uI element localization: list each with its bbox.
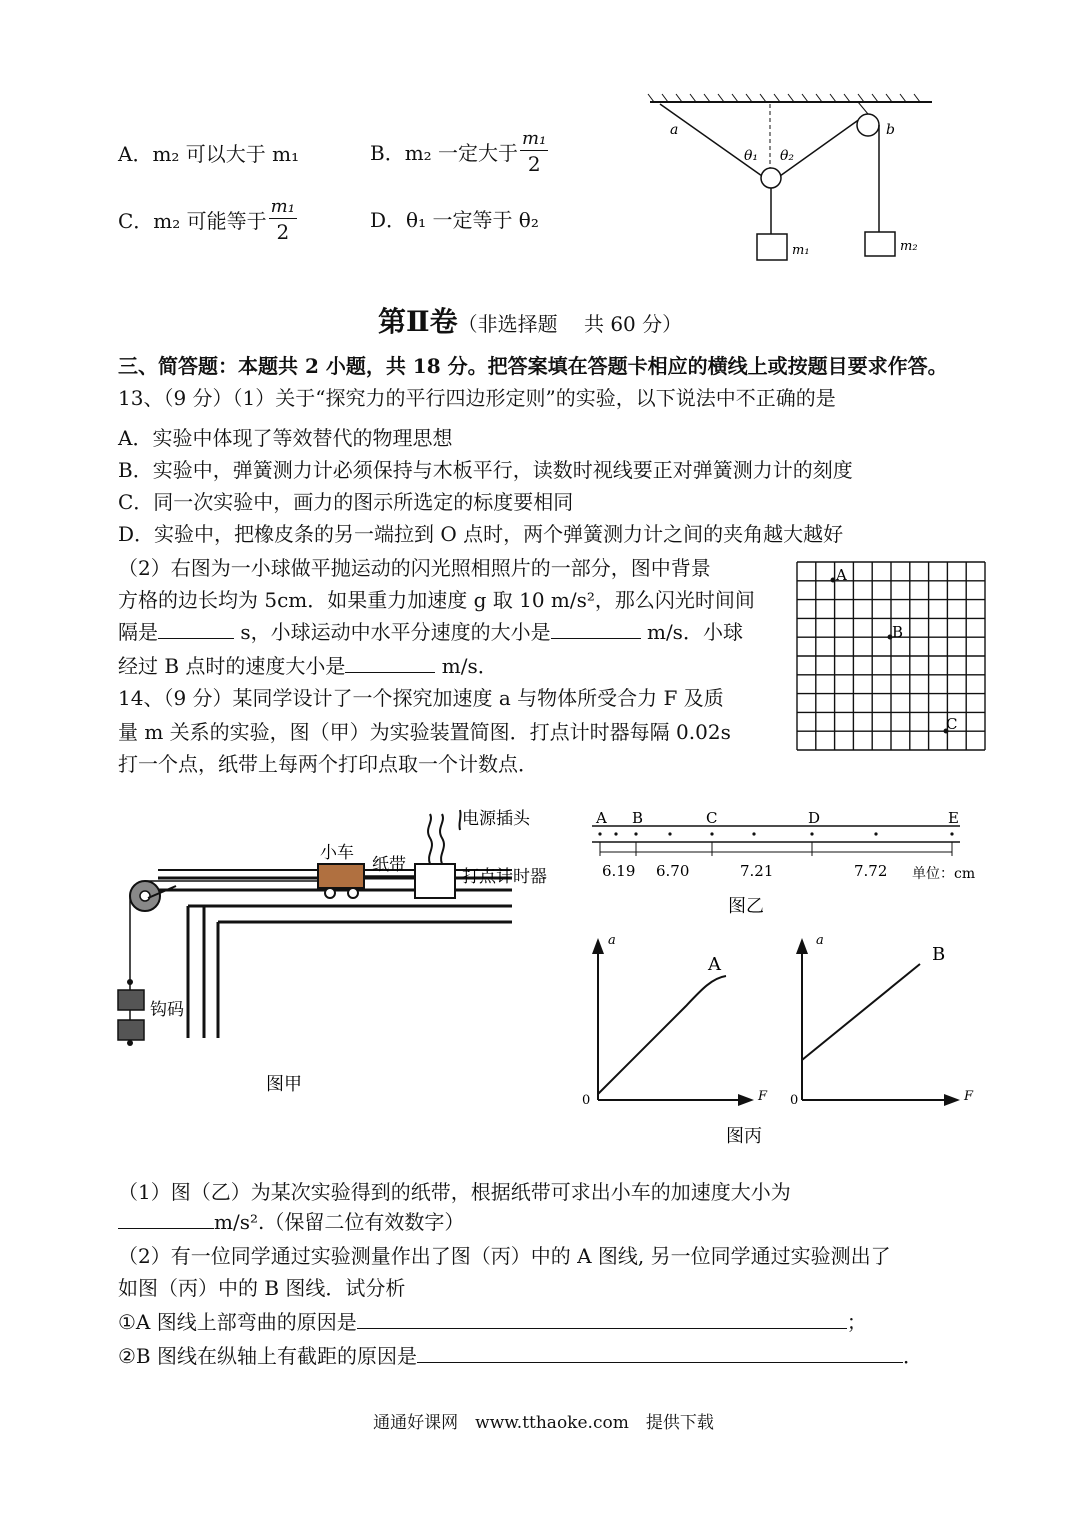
- text: m/s².（保留二位有效数字）: [214, 1210, 465, 1234]
- label-hook: 钩码: [150, 1000, 184, 1020]
- fraction-denominator: 2: [527, 152, 541, 176]
- tape-distance-ab: 6.19: [602, 862, 636, 880]
- q13-option-a: A．实验中体现了等效替代的物理思想: [118, 426, 453, 450]
- q13-part2-line3: [118, 618, 743, 646]
- text: ②B 图线在纵轴上有截距的原因是: [118, 1344, 417, 1368]
- q12-option-c: [118, 196, 297, 245]
- label-theta1: θ₁: [744, 148, 759, 164]
- tape-distance-de: 7.72: [854, 862, 888, 880]
- answer-blank-b-speed[interactable]: [345, 652, 435, 673]
- label-m2: m₂: [900, 239, 918, 254]
- answer-blank-horizontal-speed[interactable]: [551, 618, 641, 639]
- tape-distance-bc: 6.70: [656, 862, 690, 880]
- q13-option-c: C．同一次实验中，画力的图示所选定的标度要相同: [118, 490, 574, 514]
- graph-a-origin: 0: [582, 1093, 591, 1108]
- graph-a-axis-a: a: [608, 933, 616, 948]
- text: 隔是: [118, 620, 158, 644]
- text: ．: [902, 1344, 923, 1368]
- label-timer: 打点计时器: [462, 867, 547, 887]
- text: ；: [846, 1310, 867, 1334]
- answer-blank-reason-a[interactable]: [357, 1308, 847, 1329]
- q14-sub2-line2: 如图（丙）中的 B 图线．试分析: [118, 1276, 406, 1300]
- caption-yi: 图乙: [728, 896, 764, 917]
- grid-label-c: C: [946, 715, 958, 733]
- q14-line1: 14、（9 分）某同学设计了一个探究加速度 a 与物体所受合力 F 及质: [118, 686, 724, 710]
- label-b: b: [886, 122, 895, 138]
- answer-blank-acceleration[interactable]: [118, 1208, 214, 1229]
- text: ①A 图线上部弯曲的原因是: [118, 1310, 357, 1334]
- tape-point-a: A: [596, 809, 607, 827]
- hook-mass-1: [118, 990, 144, 1010]
- q13-intro: 13、（9 分）（1）关于“探究力的平行四边形定则”的实验，以下说法中不正确的是: [118, 386, 836, 410]
- grid-label-b: B: [892, 623, 904, 641]
- hook-mass-2: [118, 1020, 144, 1040]
- tape-point-d: D: [808, 809, 821, 827]
- page-footer: 通通好课网 www.tthaoke.com 提供下载: [373, 1413, 714, 1433]
- tape-point-c: C: [706, 809, 718, 827]
- figure-jia-apparatus: [110, 800, 570, 1100]
- line-b: [802, 964, 920, 1060]
- fraction-numerator: m₁: [270, 196, 295, 217]
- text: s，小球运动中水平分速度的大小是: [234, 620, 551, 644]
- q13-part2-line2: 方格的边长均为 5cm．如果重力加速度 g 取 10 m/s²，那么闪光时间间: [118, 588, 755, 612]
- label-a: a: [670, 122, 679, 138]
- tape-point-e: E: [948, 809, 959, 827]
- figure-yi-tape: [588, 806, 988, 922]
- q14-sub2-q2: [118, 1342, 923, 1370]
- q14-sub1-line1: （1）图（乙）为某次实验得到的纸带，根据纸带可求出小车的加速度大小为: [118, 1180, 791, 1204]
- q13-part2-line4: [118, 652, 498, 680]
- q13-option-d: D．实验中，把橡皮条的另一端拉到 O 点时，两个弹簧测力计之间的夹角越大越好: [118, 522, 844, 546]
- graph-b-axis-a: a: [816, 933, 824, 948]
- label-m1: m₁: [792, 243, 810, 258]
- grid-label-a: A: [836, 566, 847, 584]
- fraction-denominator: 2: [276, 220, 290, 244]
- graph-b-label: B: [932, 944, 946, 965]
- pulley-diagram: [640, 92, 940, 267]
- q13-option-b: B．实验中，弹簧测力计必须保持与木板平行，读数时视线要正对弹簧测力计的刻度: [118, 458, 853, 482]
- label-power-plug: 电源插头: [462, 809, 530, 829]
- text: 经过 B 点时的速度大小是: [118, 654, 346, 678]
- tape-distance-cd: 7.21: [740, 862, 774, 880]
- q14-line3: 打一个点，纸带上每两个打印点取一个计数点．: [118, 752, 538, 776]
- cart: [318, 864, 364, 888]
- section-title-main: 第Ⅱ卷: [378, 305, 458, 338]
- q14-sub1-line2: [118, 1208, 464, 1236]
- timer: [415, 864, 455, 898]
- label-theta2: θ₂: [780, 148, 795, 164]
- q13-part2-line1: （2）右图为一小球做平抛运动的闪光照相照片的一部分，图中背景: [118, 556, 711, 580]
- tape-point-b: B: [632, 809, 644, 827]
- fraction-numerator: m₁: [522, 128, 547, 149]
- q14-sub2-line1: （2）有一位同学通过实验测量作出了图（丙）中的 A 图线, 另一位同学通过实验测出了: [118, 1244, 891, 1268]
- q12-option-c-text: C．m₂ 可能等于: [118, 208, 267, 233]
- flash-photo-grid: [796, 561, 986, 752]
- answer-blank-reason-b[interactable]: [417, 1342, 903, 1363]
- label-tape: 纸带: [372, 855, 406, 875]
- mass-m1-block: [757, 234, 787, 260]
- q14-sub2-q1: [118, 1308, 867, 1336]
- mass-m2-block: [865, 232, 895, 256]
- text: m/s．小球: [640, 620, 743, 644]
- fraction: [520, 128, 548, 177]
- graph-b-axis-f: F: [964, 1089, 974, 1104]
- fraction: [269, 196, 297, 245]
- figure-bing-graphs: [576, 926, 986, 1154]
- line-a: [598, 976, 726, 1094]
- graph-a-axis-f: F: [758, 1089, 768, 1104]
- graph-a-label: A: [708, 954, 721, 975]
- graph-b-origin: 0: [790, 1093, 799, 1108]
- answer-blank-interval[interactable]: [158, 618, 234, 639]
- q12-option-a: A．m₂ 可以大于 m₁: [118, 142, 300, 166]
- q12-option-b-text: B．m₂ 一定大于: [370, 140, 519, 165]
- q12-option-d: D．θ₁ 一定等于 θ₂: [370, 208, 539, 232]
- label-car: 小车: [320, 843, 354, 863]
- text: m/s．: [435, 654, 498, 678]
- section-title: [378, 300, 682, 340]
- part3-header: 三、简答题：本题共 2 小题，共 18 分。把答案填在答题卡相应的横线上或按题目要求作答。: [118, 354, 948, 378]
- section-title-sub: （非选择题 共 60 分）: [457, 312, 683, 336]
- q12-option-b: [370, 128, 548, 177]
- q14-line2: 量 m 关系的实验，图（甲）为实验装置简图．打点计时器每隔 0.02s: [118, 720, 731, 744]
- caption-jia: 图甲: [266, 1074, 302, 1095]
- caption-bing: 图丙: [726, 1126, 762, 1147]
- tape-unit: 单位：cm: [912, 866, 976, 882]
